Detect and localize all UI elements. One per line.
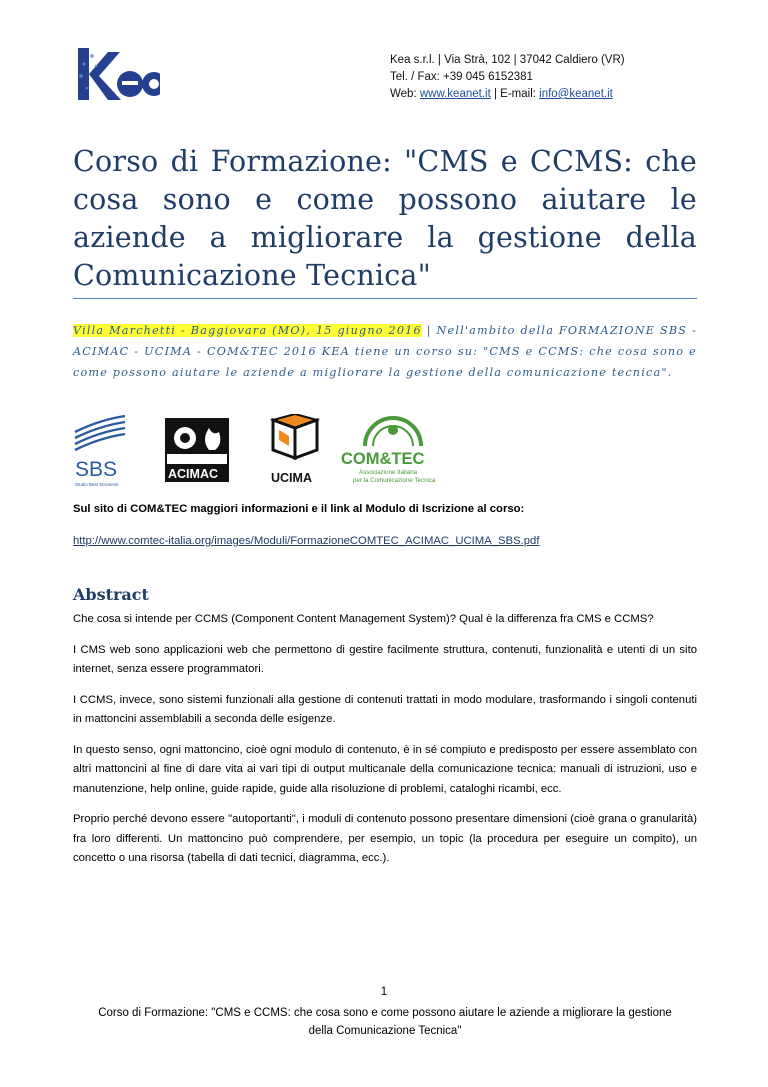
page-number: 1: [380, 986, 388, 998]
abstract-paragraph: Proprio perché devono essere "autoportanti", i moduli di contenuto possono presentare dimensioni (cioè grana o granularità) fra loro differenti. Un mattoncino può comprendere, per esempio, un topic (la procedura per eseguire un compito), un concetto o una risorsa (tabella di dati tecnici, diagramma, ecc.).: [73, 813, 697, 864]
contact-block: [390, 52, 625, 103]
event-location-date: Villa Marchetti - Baggiovara (MO), 15 giugno 2016: [73, 324, 422, 337]
registration-form-link[interactable]: http://www.comtec-italia.org/images/Moduli/FormazioneCOMTEC_ACIMAC_UCIMA_SBS.pdf: [73, 535, 540, 547]
abstract-paragraph: I CMS web sono applicazioni web che permettono di gestire facilmente struttura, contenuti, funzionalità e utenti di un sito internet, senza essere programmatori.: [73, 643, 697, 675]
ucima-logo-text: UCIMA: [271, 471, 312, 485]
title-divider: [73, 298, 697, 299]
partner-logos: [73, 414, 453, 488]
sbs-logo-text: SBS: [75, 458, 118, 481]
comtec-logo-text: COM&TEC: [341, 450, 425, 468]
kea-logo-text: Kea: [74, 44, 76, 45]
comtec-logo-subtext-1: Associazione Italiana: [359, 469, 418, 476]
comtec-logo-subtext-2: per la Comunicazione Tecnica: [353, 477, 436, 484]
abstract-paragraph: I CCMS, invece, sono sistemi funzionali alla gestione di contenuti trattati in modo modulare, trasformando i singoli contenuti in mattoncini assemblabili a seconda delle esigenze.: [73, 693, 697, 725]
email-label: | E-mail:: [490, 88, 540, 100]
intro-text: | Nell'ambito della FORMAZIONE SBS - ACIMAC - UCIMA - COM&TEC 2016 KEA tiene un corso su: "CMS e CCMS: che cosa sono e come possono aiutare le aziende a migliorare la gestione della comunicazione tecnica".: [73, 324, 697, 379]
abstract-body: [73, 610, 697, 880]
contact-web: [390, 86, 625, 103]
intro-paragraph: [73, 320, 697, 383]
comtec-logo: [341, 418, 436, 484]
website-link[interactable]: www.keanet.it: [419, 88, 491, 100]
contact-phone: Tel. / Fax: +39 045 6152381: [390, 71, 533, 83]
email-link[interactable]: info@keanet.it: [539, 88, 613, 100]
sbs-logo-subtext: Studio Best Strumenti: [75, 482, 119, 487]
sbs-logo: [75, 416, 125, 487]
abstract-paragraph: Che cosa si intende per CCMS (Component Content Management System)? Qual è la differenza fra CMS e CCMS?: [73, 613, 654, 625]
web-label: Web:: [390, 88, 420, 100]
document-title: Corso di Formazione: "CMS e CCMS: che cosa sono e come possono aiutare le aziende a migliorare la gestione della Comunicazione Tecnica": [73, 145, 697, 292]
page-footer: Corso di Formazione: "CMS e CCMS: che cosa sono e come possono aiutare le aziende a migliorare la gestione della Comunicazione Tecnica": [98, 1007, 672, 1037]
kea-logo: [74, 44, 166, 104]
contact-address: Kea s.r.l. | Via Strà, 102 | 37042 Caldiero (VR): [390, 54, 625, 66]
abstract-paragraph: In questo senso, ogni mattoncino, cioè ogni modulo di contenuto, è in sé compiuto e predisposto per essere assemblato con altri mattoncini al fine di dare vita ai vari tipi di output multicanale della comunicazione tecnica: manuali di istruzioni, uso e manutenzione, help online, guide rapide, guide alla risoluzione di problemi, cataloghi ricambi, ecc.: [73, 743, 697, 795]
abstract-heading: Abstract: [73, 585, 149, 604]
acimac-logo-text: ACIMAC: [168, 467, 218, 481]
ucima-logo: [271, 414, 317, 485]
acimac-logo: [165, 418, 229, 482]
registration-info: Sul sito di COM&TEC maggiori informazioni e il link al Modulo di Iscrizione al corso:: [73, 503, 525, 515]
